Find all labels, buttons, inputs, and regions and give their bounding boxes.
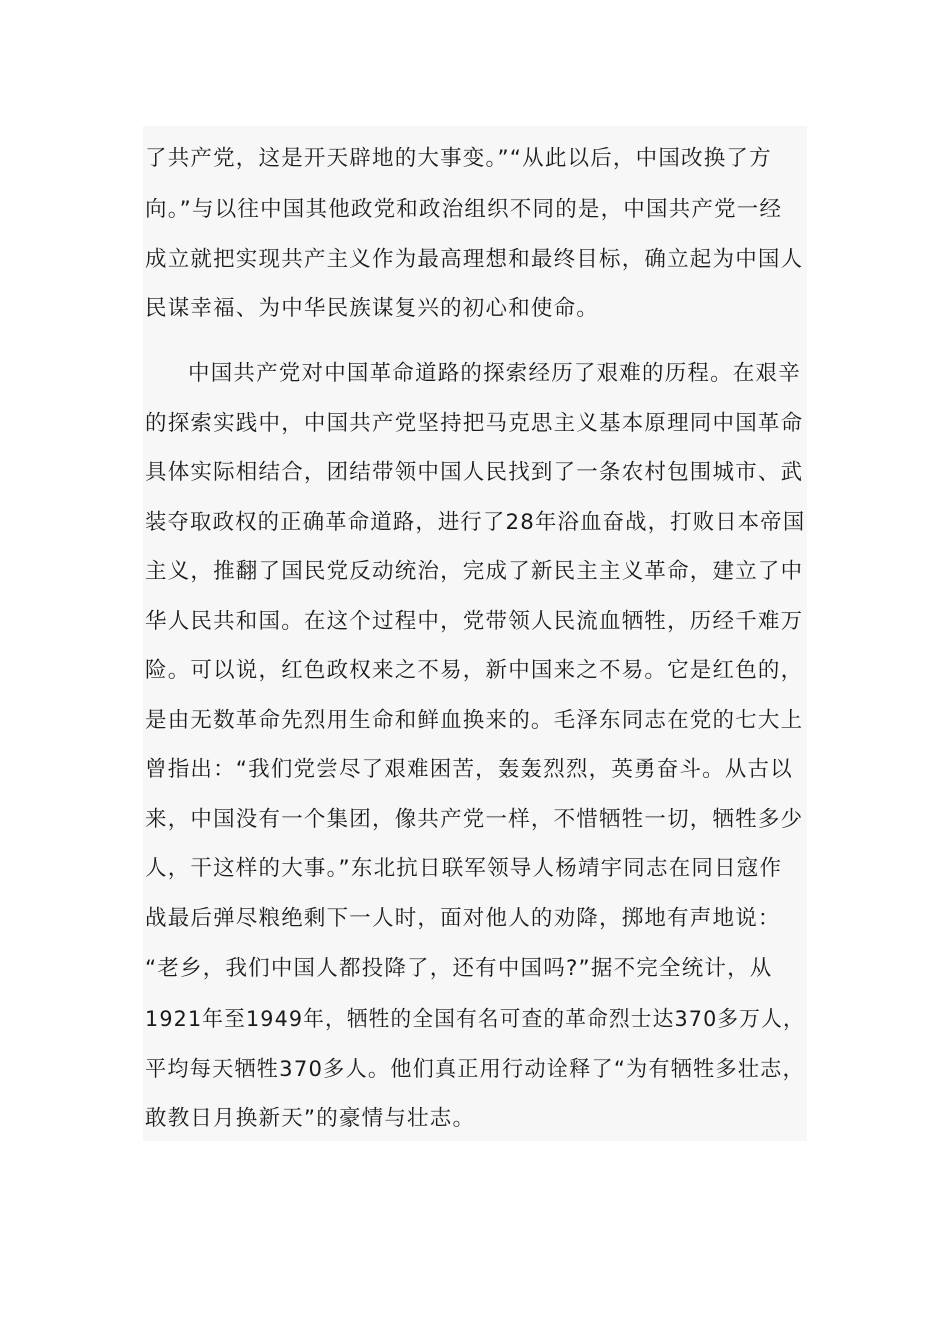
text-line: 1921年至1949年，牺牲的全国有名可查的革命烈士达370多万人， xyxy=(145,1007,805,1032)
text-line: 是由无数革命先烈用生命和鲜血换来的。毛泽东同志在党的七大上 xyxy=(145,708,804,733)
text-line: 华人民共和国。在这个过程中，党带领人民流血牺牲，历经千难万 xyxy=(145,609,804,634)
text-line: 人，干这样的大事。”东北抗日联军领导人杨靖宇同志在同日寇作 xyxy=(145,856,783,881)
text-line: 装夺取政权的正确革命道路，进行了28年浴血奋战，打败日本帝国 xyxy=(145,510,806,535)
text-line: 中国共产党对中国革命道路的探索经历了艰难的历程。在艰辛 xyxy=(188,361,801,386)
text-line: 了共产党，这是开天辟地的大事变。”“从此以后，中国改换了方 xyxy=(145,146,772,171)
text-line: 主义，推翻了国民党反动统治，完成了新民主主义革命，建立了中 xyxy=(145,559,804,584)
text-line: 具体实际相结合，团结带领中国人民找到了一条农村包围城市、武 xyxy=(145,460,804,485)
text-line: 险。可以说，红色政权来之不易，新中国来之不易。它是红色的， xyxy=(145,658,804,683)
text-line: “老乡，我们中国人都投降了，还有中国吗?”据不完全统计，从 xyxy=(145,956,773,981)
text-line: 的探索实践中，中国共产党坚持把马克思主义基本原理同中国革命 xyxy=(145,411,804,436)
text-line: 平均每天牺牲370多人。他们真正用行动诠释了“为有牺牲多壮志， xyxy=(145,1057,805,1082)
text-line: 敢教日月换新天”的豪情与壮志。 xyxy=(145,1106,476,1131)
text-line: 民谋幸福、为中华民族谋复兴的初心和使命。 xyxy=(145,296,600,321)
text-line: 成立就把实现共产主义作为最高理想和最终目标，确立起为中国人 xyxy=(145,247,804,272)
text-line: 战最后弹尽粮绝剩下一人时，面对他人的劝降，掷地有声地说： xyxy=(145,906,781,931)
text-line: 向。”与以往中国其他政党和政治组织不同的是，中国共产党一经 xyxy=(145,197,783,222)
text-block xyxy=(143,126,807,1141)
text-line: 来，中国没有一个集团，像共产党一样，不惜牺牲一切，牺牲多少 xyxy=(145,807,804,832)
text-line: 曾指出：“我们党尝尽了艰难困苦，轰轰烈烈，英勇奋斗。从古以 xyxy=(145,757,793,782)
